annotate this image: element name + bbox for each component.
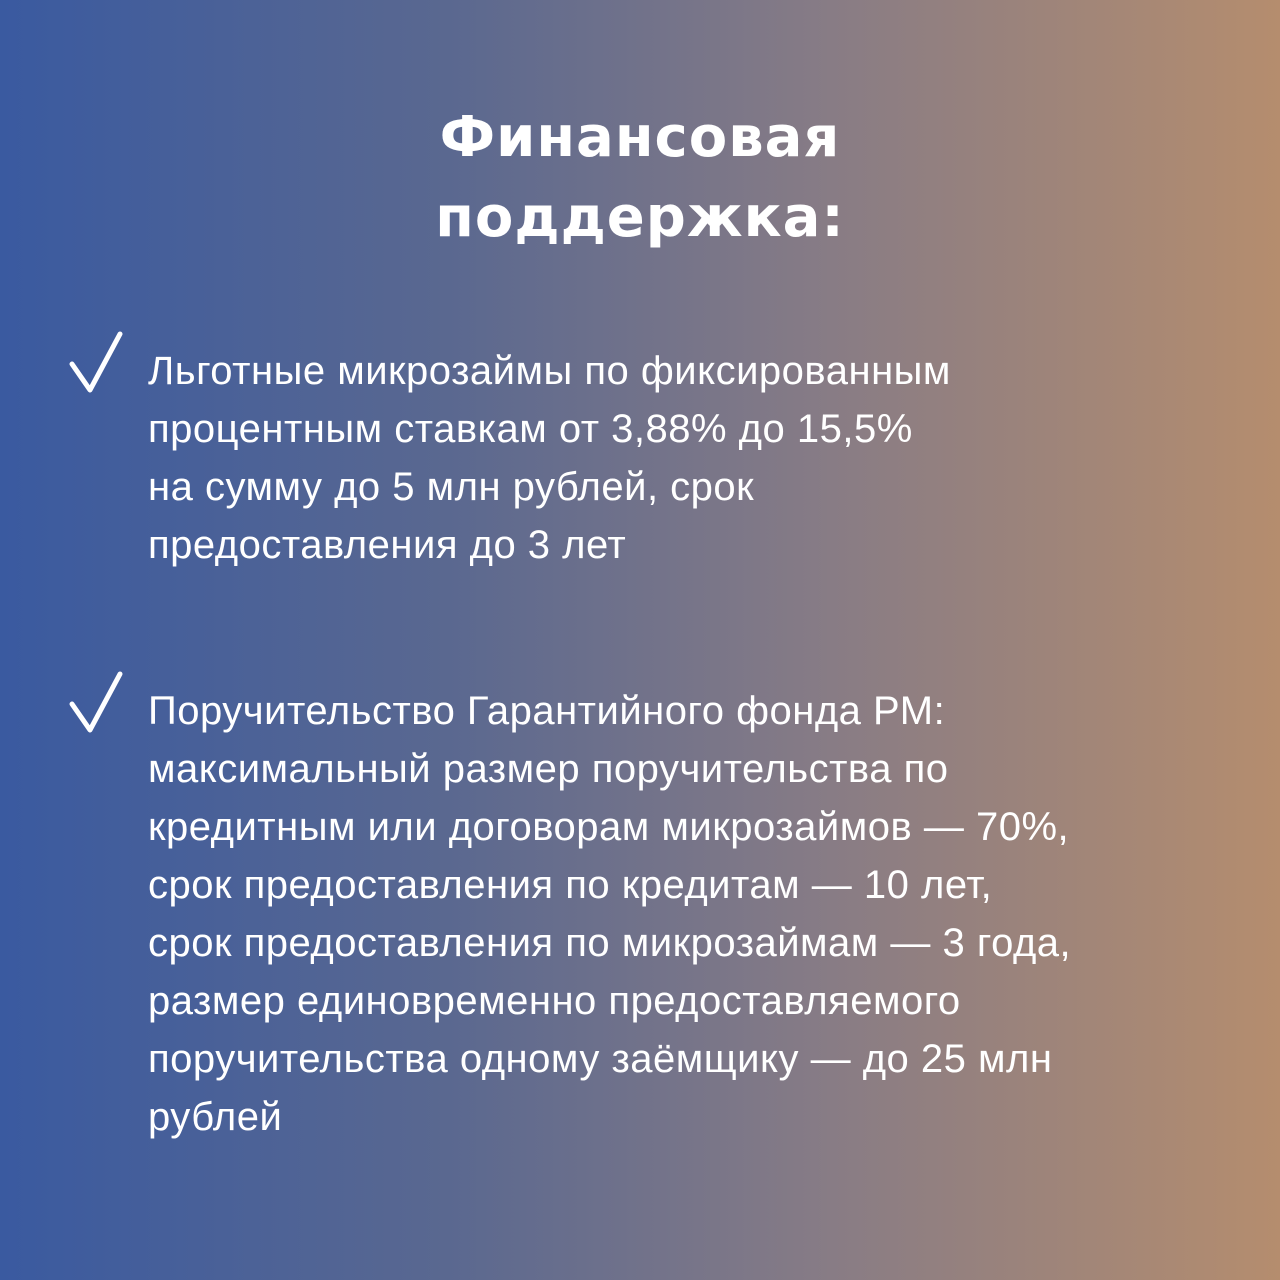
list-item-text: Поручительство Гарантийного фонда РМ: максимальный размер поручительства по кредитным или договорам микрозаймов — 70%, срок предоставления по кредитам — 10 лет, срок предоставления по микрозаймам — 3 года, размер единовременно предоставляемого поручительства одному заёмщику — до 25 млн рублей (148, 689, 1072, 1139)
page-title: Финансовая поддержка: (435, 105, 845, 250)
checkmark-icon (66, 330, 126, 396)
list-item (66, 330, 1256, 574)
checkmark-icon (66, 670, 126, 736)
list-item (66, 670, 1256, 1146)
list-item-text: Льготные микрозаймы по фиксированным процентным ставкам от 3,88% до 15,5% на сумму до 5 млн рублей, срок предоставления до 3 лет (148, 349, 951, 567)
